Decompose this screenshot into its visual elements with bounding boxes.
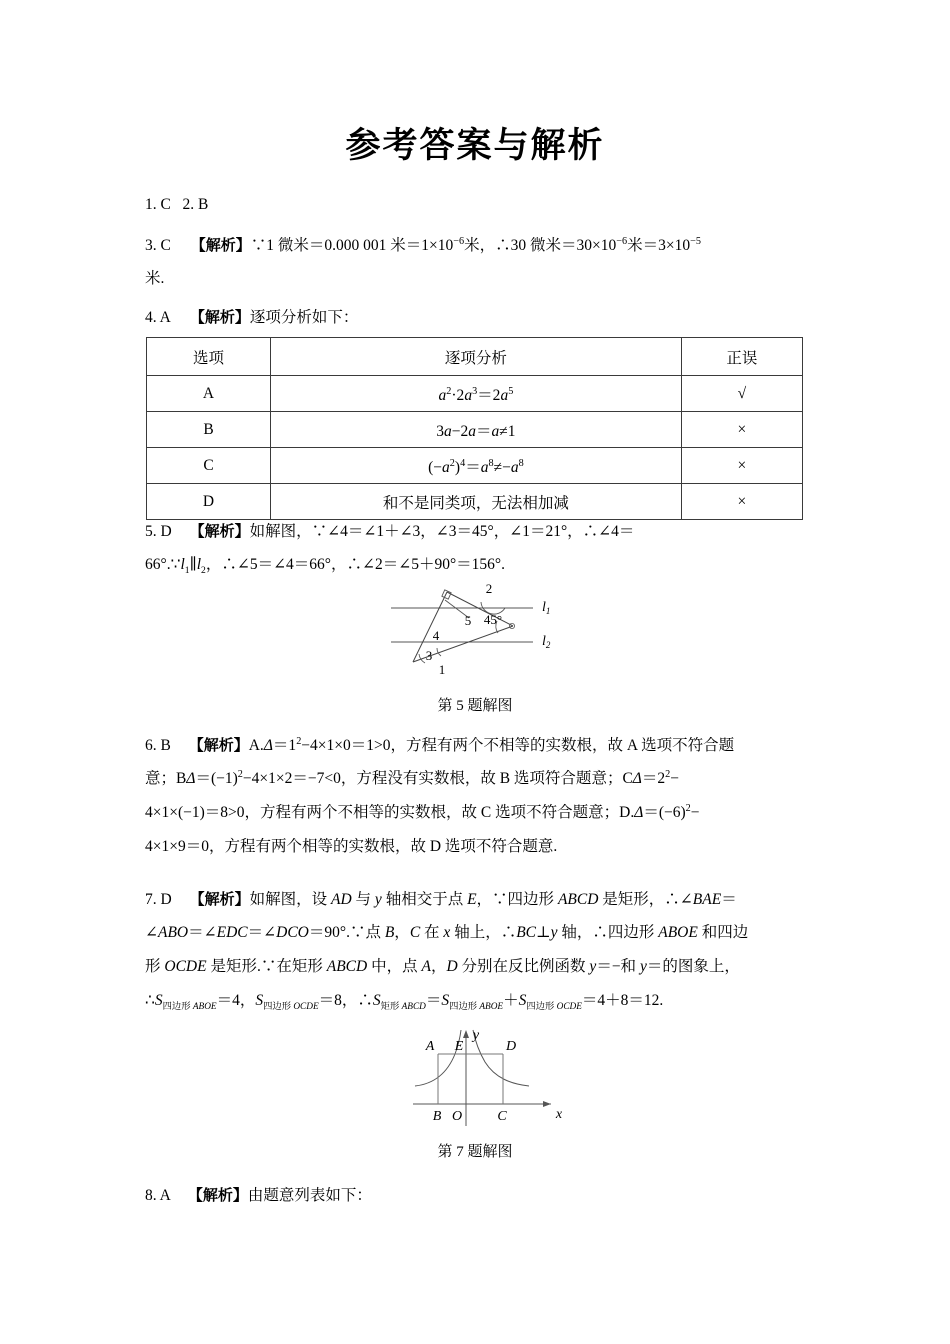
answers-1-2: 1. C 2. B — [145, 196, 209, 213]
right-angle-marker — [442, 590, 451, 599]
figure-5-label-l1: $l_1$ — [542, 600, 551, 616]
answer-item-7-l4 — [145, 984, 805, 1018]
answer-item-6 — [145, 728, 805, 763]
answer-item-8 — [145, 1178, 805, 1213]
answer-5-number: 5. D — [145, 523, 172, 540]
answer-item-5 — [145, 514, 805, 549]
table-row — [147, 412, 803, 448]
page-title: 参考答案与解析 — [345, 126, 605, 166]
answer-6-l1sup: 2 — [296, 735, 302, 747]
answer-6-delta-2: Δ — [186, 770, 196, 787]
analysis-table — [146, 337, 803, 520]
answer-3-text-a: ∵1 微米＝0.000 001 米＝1×10 — [250, 237, 454, 254]
answer-7-tag: 【解析】 — [189, 890, 250, 908]
figure-5-label-angle4: 4 — [432, 628, 440, 643]
table-cell-verdict: × — [681, 448, 802, 484]
figure-7-label-D: D — [505, 1039, 517, 1054]
answer-6-l3c: − — [690, 804, 700, 821]
table-cell-verdict: × — [681, 484, 802, 520]
x-axis-arrow — [543, 1101, 551, 1107]
answer-6-l1c: −4×1×0＝1>0，方程有两个不相等的实数根，故 A 选项不符合题 — [301, 737, 735, 754]
table-header-row — [147, 338, 803, 376]
answer-5-l1: l — [180, 556, 185, 573]
figure-5-svg — [385, 580, 600, 676]
y-axis-arrow — [463, 1030, 469, 1038]
answer-item-6-l2 — [145, 762, 805, 796]
table-cell-verdict: × — [681, 412, 802, 448]
answer-item-7-l3 — [145, 950, 805, 984]
answer-3-number: 3. C — [145, 237, 171, 254]
answer-6-l2e: − — [670, 770, 680, 787]
table-cell-option: A — [147, 376, 271, 412]
answer-6-l3sup: 2 — [685, 802, 691, 814]
table-header-analysis: 逐项分析 — [270, 338, 681, 376]
answer-6-l2c: −4×1×2＝−7<0，方程没有实数根，故 B 选项符合题意；C — [242, 770, 633, 787]
figure-5-label-l2: $l_2$ — [542, 634, 551, 650]
answer-5-l1-sub: 1 — [184, 565, 190, 577]
answer-7-l3: 形 OCDE 是矩形.∵在矩形 ABCD 中，点 A，D 分别在反比例函数 y＝−和 y＝的图象上， — [145, 958, 740, 975]
table-cell-analysis: $(-a^2)^4=a^8\ne-a^8$ — [270, 448, 681, 484]
answer-5-tag: 【解析】 — [189, 522, 250, 540]
figure-7-label-x: x — [555, 1107, 563, 1122]
table-row — [147, 376, 803, 412]
figure-7-label-C: C — [497, 1109, 507, 1124]
figure-7-caption: 第 7 题解图 — [437, 1144, 513, 1160]
table-cell-option: C — [147, 448, 271, 484]
figure-5-caption: 第 5 题解图 — [437, 698, 513, 714]
answer-8-text: 由题意列表如下： — [247, 1187, 372, 1204]
answer-5-line2-a: 66°.∵ — [145, 556, 181, 573]
answer-6-tag: 【解析】 — [188, 736, 249, 754]
answer-item-7 — [145, 882, 805, 917]
answer-6-l1b: ＝1 — [272, 737, 297, 754]
figure-5-label-angle45: 45° — [483, 612, 503, 627]
answer-6-l3b: ＝(−6) — [643, 804, 686, 821]
table-cell-analysis: 3a−2a＝a≠1 — [270, 412, 681, 448]
table-cell-option: B — [147, 412, 271, 448]
answer-6-l2b: ＝(−1) — [195, 770, 238, 787]
answer-3-text-b: 米，∴30 微米＝30×10 — [464, 237, 617, 254]
figure-7-label-A: A — [425, 1039, 435, 1054]
figure-5-label-angle1: 1 — [438, 662, 446, 676]
table-header-verdict: 正误 — [681, 338, 802, 376]
answer-item-3-cont — [145, 262, 805, 296]
answer-5-line2-b: ，∴∠5＝∠4＝66°，∴∠2＝∠5＋90°＝156°. — [205, 556, 505, 573]
table-cell-option: D — [147, 484, 271, 520]
answer-6-l3a: 4×1×(−1)＝8>0，方程有两个不相等的实数根，故 C 选项不符合题意；D. — [145, 804, 635, 821]
answer-item-4 — [145, 300, 805, 335]
answer-3-exp-1: −6 — [453, 235, 465, 247]
figure-7-label-E: E — [454, 1039, 464, 1054]
answer-line-1-2 — [145, 188, 805, 222]
table-cell-analysis: $a^2\cdot 2a^3=2a^5$ — [270, 376, 681, 412]
answer-6-l4: 4×1×9＝0，方程有两个相等的实数根，故 D 选项不符合题意. — [145, 838, 558, 855]
answer-6-l2a: 意；B — [145, 770, 187, 787]
answer-8-tag: 【解析】 — [187, 1186, 248, 1204]
figure-5-label-angle3: 3 — [425, 648, 433, 663]
answer-5-parallel: ∥ — [189, 556, 197, 573]
answer-3-exp-2: −6 — [616, 235, 628, 247]
answer-8-number: 8. A — [145, 1187, 170, 1204]
figure-7-label-B: B — [432, 1109, 442, 1124]
answer-6-l2d: ＝2 — [641, 770, 666, 787]
answer-7-l4: $\therefore S_{四边形 ABOE}=4$，$S_{四边形 OCDE}=8$，$\therefore S_{矩形 ABCD}=S_{四边形 ABOE}+S_{四边形 OCDE}=4+8=12$. — [145, 992, 664, 1013]
figure-5-label-angle2: 2 — [485, 581, 493, 596]
answer-5-l2: l — [196, 556, 202, 573]
answer-6-delta-1: Δ — [263, 737, 273, 754]
table-cell-verdict: √ — [681, 376, 802, 412]
answer-5-line1: 如解图，∵∠4＝∠1＋∠3，∠3＝45°，∠1＝21°，∴∠4＝ — [249, 523, 635, 540]
answer-4-text: 逐项分析如下： — [249, 309, 359, 326]
figure-7-svg — [403, 1022, 583, 1134]
answer-item-7-l2 — [145, 916, 805, 950]
answer-6-l2sup: 2 — [237, 768, 243, 780]
answer-3-text-c: 米＝3×10 — [627, 237, 691, 254]
answer-item-6-l3 — [145, 796, 805, 830]
answer-5-l2-sub: 2 — [201, 565, 206, 577]
answer-7-l2: ∠ABO＝∠EDC＝∠DCO＝90°.∵点 B，C 在 x 轴上，∴BC⊥y 轴，∴四边形 ABOE 和四边 — [145, 924, 749, 941]
table-header-option: 选项 — [147, 338, 271, 376]
figure-5-diagram — [385, 580, 600, 676]
answer-6-l2sup2: 2 — [665, 768, 671, 780]
answer-6-l1a: A. — [248, 737, 264, 754]
answer-4-number: 4. A — [145, 309, 170, 326]
answer-item-3 — [145, 228, 805, 263]
answer-6-delta-4: Δ — [634, 804, 644, 821]
answer-6-number: 6. B — [145, 737, 171, 754]
table-cell-analysis: 和不是同类项，无法相加减 — [270, 484, 681, 520]
figure-7-diagram — [403, 1022, 583, 1134]
answer-4-tag: 【解析】 — [189, 308, 250, 326]
answer-7-number: 7. D — [145, 891, 172, 908]
answer-6-delta-3: Δ — [632, 770, 642, 787]
figure-5-label-angle5: 5 — [464, 613, 472, 628]
answer-3-tag: 【解析】 — [190, 236, 251, 254]
answer-item-6-l4 — [145, 830, 805, 864]
hyperbola-right-branch — [473, 1030, 529, 1086]
answer-3-text-d: 米. — [145, 270, 165, 287]
figure-7-label-y: y — [472, 1028, 480, 1043]
figure-7-label-O: O — [451, 1109, 463, 1124]
table-row — [147, 448, 803, 484]
answer-7-l1: 如解图，设 AD 与 y 轴相交于点 E，∵四边形 ABCD 是矩形，∴∠BAE＝ — [249, 891, 737, 908]
answer-3-exp-3: −5 — [690, 235, 701, 247]
answer-item-5-cont — [145, 548, 805, 582]
